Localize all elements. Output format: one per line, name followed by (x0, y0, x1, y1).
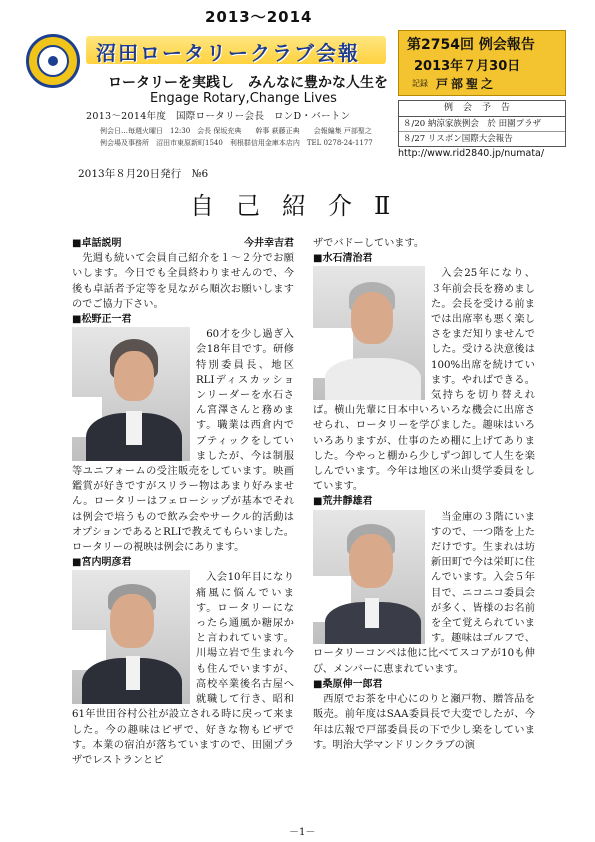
portrait-photo (72, 327, 190, 461)
section-text: 60才を少し過ぎ入会18年目です。研修特別委員長、地区RLIディスカッションリーダーを水石さん宮澤さんと務めます。職業は西倉内でブティックをしていましたが、今は制服等ユニフォームの受注販売をしています。映画鑑賞が好きですがスリラー物はあまり好みません。ロータリーはフェローシップが基本でそれは例会で培うもので飲み会やサークル的活動はオプションであるとRLIで教えてもらいました。ロータリーの視映は例会にあります。 (72, 329, 294, 554)
officers-line: 2013～2014年度 国際ロータリー会長 ロンD・バートン (86, 111, 351, 122)
schedule-row (399, 117, 565, 132)
schedule-date: ８/27 (403, 134, 426, 144)
tagline-en: Engage Rotary,Change Lives (150, 91, 337, 106)
portrait-photo (313, 510, 425, 644)
section-heading: ■水石清治君 (313, 253, 373, 265)
right-column (313, 236, 535, 753)
page-number: －1－ (289, 827, 316, 838)
section-heading: ■松野正一君 (72, 314, 132, 326)
schedule-event: 納涼家族例会 於 田園プラザ (427, 119, 542, 129)
recorder-name: 戸部聖之 (436, 77, 497, 91)
schedule-event: リスボン国際大会報告 (427, 134, 513, 144)
portrait-photo (72, 570, 190, 704)
report-date: 2013年７月30日 (414, 59, 521, 74)
issue-line: 2013年８月20日発行 №6 (78, 168, 209, 180)
section-text: ザでバドーしています。 (313, 238, 425, 249)
section-text: 西原でお茶を中心にのりと瀬戸物、贈答品を販売。前年度はSAA委員長で大変でしたが、今年は広報で戸部委員長の下で少し楽をしています。明治大学マンドリンクラブの演 (313, 694, 535, 751)
speaker-name: 今井幸吉君 (244, 238, 294, 249)
tagline-jp: ロータリーを実践し みんなに豊かな人生を (108, 75, 388, 91)
schedule-table (398, 100, 566, 147)
section-text: 入会10年目になり痛風に悩んでいます。ロータリーになったら通風か糖尿かと言われています。川場立岩で生まれ今も住んでいますが、高校卒業後名古屋へ就職して行き、昭和61年世田谷村公社が設立される時に戻って来ました。今の趣味はピザで、好きな物もピザです。本業の宿泊が落ちていますので、田園プラザでレストランとピ (72, 572, 294, 766)
schedule-row (399, 132, 565, 146)
section-text: 先週も続いて会員自己紹介を１～２分でお願いします。今日でも全員終わりませんので、今後も卓話者予定等を見ながら順次お願いしますのでご協力下さい。 (72, 253, 294, 310)
recorder-label: 記録 (412, 79, 428, 88)
contact-line-1: 例会日…毎週火曜日 12:30 会長 保坂充典 幹事 萩藤正典 会報編集 戸部聖之 (100, 127, 372, 135)
schedule-date: ８/20 (403, 119, 426, 129)
contact-line-2: 例会場及事務所 沼田市東原新町1540 利根群信用金庫本店内 TEL 0278-24-1177 (100, 139, 373, 147)
page-title: 自己紹介Ⅱ (190, 192, 413, 220)
section-heading: ■卓話説明 (72, 238, 122, 249)
section-heading: ■宮内明彦君 (72, 557, 132, 569)
club-name: 沼田ロータリークラブ会報 (96, 41, 360, 65)
rotary-logo (26, 34, 80, 88)
report-number: 第2754回 例会報告 (407, 37, 535, 53)
section-text: 入会25年になり、３年前会長を務めました。会長を受ける前までは出席率も悪く楽しさをまだ知りませんでした。受ける決意後は100%出席を続けています。やればできる。気持ちを切り替えれば。横山先輩に日本中いろいろな機会に出席させられ、ロータリーを学びました。趣味はいろいろありますが、仕事のため棚に上げてありました。今やっと棚から少しずつ卸して人生を楽しんでいます。今年は地区の米山奨学委員をしています。 (313, 268, 535, 493)
section-text: 当金庫の３階にいますので、一つ階を上ただけです。生まれは坊新田町で今は栄町に住んでいます。入会５年目で、ニコニコ委員会が多く、皆様のお名前を全て覚えられています。趣味はゴルフで、ロータリーコンペは他に比べてスコアが10も伸び、メンバーに恵まれています。 (313, 511, 535, 675)
year-range: 2013～2014 (205, 8, 313, 26)
section-heading: ■荒井靜雄君 (313, 496, 373, 508)
schedule-heading: 例会予告 (399, 101, 565, 117)
club-url-link[interactable]: http://www.rid2840.jp/numata/ (398, 148, 545, 159)
left-column (72, 236, 294, 768)
portrait-photo (313, 266, 425, 400)
section-heading: ■桑原伸一郎君 (313, 678, 383, 690)
